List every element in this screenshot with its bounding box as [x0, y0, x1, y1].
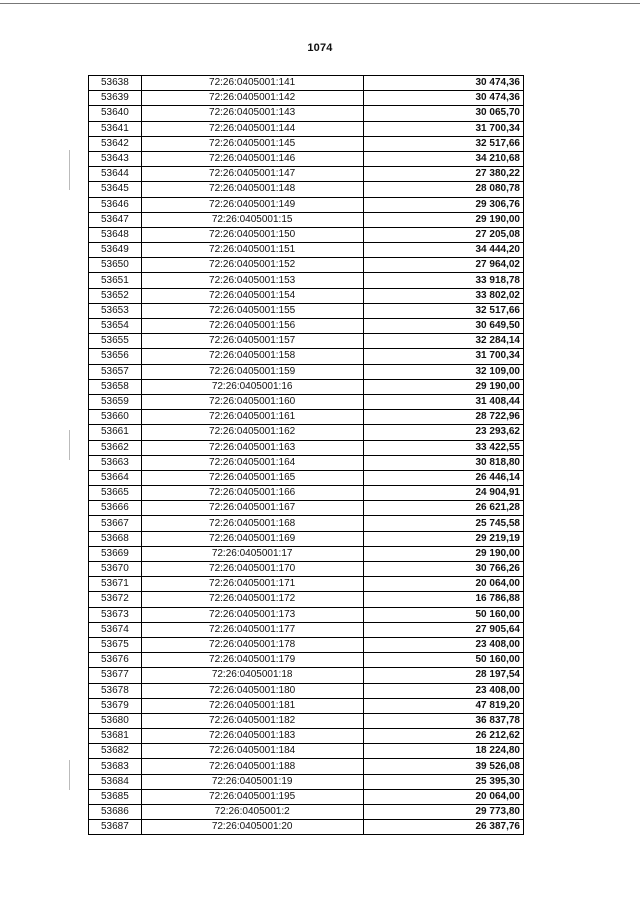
table-row — [89, 668, 524, 683]
row-number-cell: 53686 — [89, 805, 142, 820]
table-row — [89, 698, 524, 713]
row-number-cell: 53668 — [89, 531, 142, 546]
amount-cell: 33 802,02 — [363, 288, 524, 303]
amount-cell: 20 064,00 — [363, 789, 524, 804]
table-row — [89, 364, 524, 379]
table-row — [89, 713, 524, 728]
amount-cell: 25 395,30 — [363, 774, 524, 789]
table-row — [89, 562, 524, 577]
row-number-cell: 53664 — [89, 470, 142, 485]
row-number-cell: 53653 — [89, 303, 142, 318]
amount-cell: 26 621,28 — [363, 501, 524, 516]
amount-cell: 27 380,22 — [363, 167, 524, 182]
row-number-cell: 53663 — [89, 455, 142, 470]
table-row — [89, 683, 524, 698]
row-number-cell: 53650 — [89, 258, 142, 273]
row-number-cell: 53644 — [89, 167, 142, 182]
cadastral-number-cell: 72:26:0405001:156 — [141, 319, 363, 334]
table-row — [89, 546, 524, 561]
row-number-cell: 53655 — [89, 334, 142, 349]
cadastral-number-cell: 72:26:0405001:181 — [141, 698, 363, 713]
row-number-cell: 53642 — [89, 136, 142, 151]
cadastral-number-cell: 72:26:0405001:148 — [141, 182, 363, 197]
row-number-cell: 53685 — [89, 789, 142, 804]
cadastre-table — [88, 75, 524, 835]
cadastral-number-cell: 72:26:0405001:20 — [141, 820, 363, 835]
amount-cell: 26 387,76 — [363, 820, 524, 835]
amount-cell: 33 918,78 — [363, 273, 524, 288]
table-row — [89, 334, 524, 349]
amount-cell: 29 219,19 — [363, 531, 524, 546]
amount-cell: 26 212,62 — [363, 729, 524, 744]
row-number-cell: 53639 — [89, 91, 142, 106]
page-number: 1074 — [307, 42, 333, 54]
cadastral-number-cell: 72:26:0405001:164 — [141, 455, 363, 470]
amount-cell: 36 837,78 — [363, 713, 524, 728]
row-number-cell: 53687 — [89, 820, 142, 835]
amount-cell: 31 700,34 — [363, 121, 524, 136]
row-number-cell: 53641 — [89, 121, 142, 136]
row-number-cell: 53677 — [89, 668, 142, 683]
row-number-cell: 53681 — [89, 729, 142, 744]
row-number-cell: 53652 — [89, 288, 142, 303]
row-number-cell: 53678 — [89, 683, 142, 698]
scan-edge-mark — [69, 430, 70, 460]
amount-cell: 18 224,80 — [363, 744, 524, 759]
amount-cell: 32 517,66 — [363, 136, 524, 151]
table-row — [89, 91, 524, 106]
row-number-cell: 53647 — [89, 212, 142, 227]
amount-cell: 32 109,00 — [363, 364, 524, 379]
cadastral-number-cell: 72:26:0405001:143 — [141, 106, 363, 121]
cadastral-number-cell: 72:26:0405001:155 — [141, 303, 363, 318]
row-number-cell: 53679 — [89, 698, 142, 713]
cadastral-number-cell: 72:26:0405001:173 — [141, 607, 363, 622]
amount-cell: 47 819,20 — [363, 698, 524, 713]
row-number-cell: 53646 — [89, 197, 142, 212]
cadastral-number-cell: 72:26:0405001:165 — [141, 470, 363, 485]
row-number-cell: 53671 — [89, 577, 142, 592]
cadastral-number-cell: 72:26:0405001:159 — [141, 364, 363, 379]
row-number-cell: 53649 — [89, 243, 142, 258]
cadastral-number-cell: 72:26:0405001:171 — [141, 577, 363, 592]
cadastral-number-cell: 72:26:0405001:142 — [141, 91, 363, 106]
row-number-cell: 53645 — [89, 182, 142, 197]
table-row — [89, 410, 524, 425]
cadastral-number-cell: 72:26:0405001:167 — [141, 501, 363, 516]
amount-cell: 27 205,08 — [363, 227, 524, 242]
row-number-cell: 53651 — [89, 273, 142, 288]
amount-cell: 23 408,00 — [363, 637, 524, 652]
table-row — [89, 303, 524, 318]
cadastral-number-cell: 72:26:0405001:153 — [141, 273, 363, 288]
cadastral-number-cell: 72:26:0405001:154 — [141, 288, 363, 303]
row-number-cell: 53676 — [89, 653, 142, 668]
amount-cell: 30 766,26 — [363, 562, 524, 577]
table-row — [89, 258, 524, 273]
row-number-cell: 53640 — [89, 106, 142, 121]
table-row — [89, 820, 524, 835]
table-row — [89, 622, 524, 637]
row-number-cell: 53684 — [89, 774, 142, 789]
amount-cell: 27 905,64 — [363, 622, 524, 637]
amount-cell: 33 422,55 — [363, 440, 524, 455]
row-number-cell: 53680 — [89, 713, 142, 728]
amount-cell: 23 408,00 — [363, 683, 524, 698]
row-number-cell: 53661 — [89, 425, 142, 440]
table-row — [89, 486, 524, 501]
table-row — [89, 243, 524, 258]
amount-cell: 34 210,68 — [363, 151, 524, 166]
table-row — [89, 197, 524, 212]
row-number-cell: 53638 — [89, 76, 142, 91]
amount-cell: 24 904,91 — [363, 486, 524, 501]
table-row — [89, 288, 524, 303]
scan-edge-mark — [69, 760, 70, 790]
cadastral-number-cell: 72:26:0405001:177 — [141, 622, 363, 637]
row-number-cell: 53682 — [89, 744, 142, 759]
cadastral-number-cell: 72:26:0405001:144 — [141, 121, 363, 136]
table-row — [89, 470, 524, 485]
row-number-cell: 53654 — [89, 319, 142, 334]
amount-cell: 29 190,00 — [363, 379, 524, 394]
row-number-cell: 53643 — [89, 151, 142, 166]
table-row — [89, 531, 524, 546]
row-number-cell: 53667 — [89, 516, 142, 531]
cadastral-number-cell: 72:26:0405001:149 — [141, 197, 363, 212]
amount-cell: 16 786,88 — [363, 592, 524, 607]
amount-cell: 30 065,70 — [363, 106, 524, 121]
table-row — [89, 607, 524, 622]
cadastral-number-cell: 72:26:0405001:145 — [141, 136, 363, 151]
cadastral-number-cell: 72:26:0405001:150 — [141, 227, 363, 242]
amount-cell: 32 517,66 — [363, 303, 524, 318]
cadastral-number-cell: 72:26:0405001:169 — [141, 531, 363, 546]
table-row — [89, 759, 524, 774]
cadastral-number-cell: 72:26:0405001:18 — [141, 668, 363, 683]
table-row — [89, 319, 524, 334]
cadastral-number-cell: 72:26:0405001:158 — [141, 349, 363, 364]
table-row — [89, 637, 524, 652]
table-row — [89, 516, 524, 531]
table-row — [89, 273, 524, 288]
amount-cell: 39 526,08 — [363, 759, 524, 774]
cadastral-number-cell: 72:26:0405001:182 — [141, 713, 363, 728]
cadastral-number-cell: 72:26:0405001:183 — [141, 729, 363, 744]
table-row — [89, 805, 524, 820]
page-top-rule — [0, 3, 640, 4]
table-row — [89, 212, 524, 227]
table-row — [89, 182, 524, 197]
cadastral-number-cell: 72:26:0405001:162 — [141, 425, 363, 440]
amount-cell: 30 649,50 — [363, 319, 524, 334]
row-number-cell: 53672 — [89, 592, 142, 607]
cadastral-number-cell: 72:26:0405001:161 — [141, 410, 363, 425]
table-row — [89, 653, 524, 668]
row-number-cell: 53659 — [89, 394, 142, 409]
row-number-cell: 53674 — [89, 622, 142, 637]
table-body — [89, 76, 524, 835]
table-row — [89, 227, 524, 242]
amount-cell: 29 306,76 — [363, 197, 524, 212]
amount-cell: 27 964,02 — [363, 258, 524, 273]
amount-cell: 32 284,14 — [363, 334, 524, 349]
row-number-cell: 53675 — [89, 637, 142, 652]
table-row — [89, 729, 524, 744]
scan-edge-mark — [69, 150, 70, 190]
row-number-cell: 53657 — [89, 364, 142, 379]
amount-cell: 28 080,78 — [363, 182, 524, 197]
amount-cell: 34 444,20 — [363, 243, 524, 258]
cadastral-number-cell: 72:26:0405001:141 — [141, 76, 363, 91]
row-number-cell: 53662 — [89, 440, 142, 455]
cadastral-number-cell: 72:26:0405001:178 — [141, 637, 363, 652]
cadastral-number-cell: 72:26:0405001:17 — [141, 546, 363, 561]
cadastral-number-cell: 72:26:0405001:146 — [141, 151, 363, 166]
table-row — [89, 577, 524, 592]
cadastral-number-cell: 72:26:0405001:184 — [141, 744, 363, 759]
table-row — [89, 425, 524, 440]
table-row — [89, 106, 524, 121]
table-row — [89, 455, 524, 470]
cadastral-number-cell: 72:26:0405001:188 — [141, 759, 363, 774]
amount-cell: 30 474,36 — [363, 76, 524, 91]
cadastral-number-cell: 72:26:0405001:151 — [141, 243, 363, 258]
row-number-cell: 53660 — [89, 410, 142, 425]
row-number-cell: 53683 — [89, 759, 142, 774]
cadastral-number-cell: 72:26:0405001:166 — [141, 486, 363, 501]
table-row — [89, 151, 524, 166]
row-number-cell: 53670 — [89, 562, 142, 577]
table-row — [89, 121, 524, 136]
amount-cell: 31 700,34 — [363, 349, 524, 364]
table-row — [89, 592, 524, 607]
table-row — [89, 379, 524, 394]
amount-cell: 30 818,80 — [363, 455, 524, 470]
cadastral-number-cell: 72:26:0405001:160 — [141, 394, 363, 409]
cadastral-number-cell: 72:26:0405001:195 — [141, 789, 363, 804]
amount-cell: 50 160,00 — [363, 653, 524, 668]
amount-cell: 29 773,80 — [363, 805, 524, 820]
row-number-cell: 53658 — [89, 379, 142, 394]
row-number-cell: 53669 — [89, 546, 142, 561]
amount-cell: 23 293,62 — [363, 425, 524, 440]
amount-cell: 25 745,58 — [363, 516, 524, 531]
cadastral-number-cell: 72:26:0405001:19 — [141, 774, 363, 789]
cadastral-number-cell: 72:26:0405001:152 — [141, 258, 363, 273]
cadastral-number-cell: 72:26:0405001:179 — [141, 653, 363, 668]
table-row — [89, 394, 524, 409]
cadastral-number-cell: 72:26:0405001:170 — [141, 562, 363, 577]
amount-cell: 26 446,14 — [363, 470, 524, 485]
table-row — [89, 76, 524, 91]
amount-cell: 30 474,36 — [363, 91, 524, 106]
row-number-cell: 53666 — [89, 501, 142, 516]
row-number-cell: 53648 — [89, 227, 142, 242]
table-row — [89, 501, 524, 516]
row-number-cell: 53656 — [89, 349, 142, 364]
cadastral-number-cell: 72:26:0405001:172 — [141, 592, 363, 607]
amount-cell: 29 190,00 — [363, 546, 524, 561]
row-number-cell: 53665 — [89, 486, 142, 501]
amount-cell: 29 190,00 — [363, 212, 524, 227]
cadastral-number-cell: 72:26:0405001:16 — [141, 379, 363, 394]
table-row — [89, 167, 524, 182]
amount-cell: 31 408,44 — [363, 394, 524, 409]
table-row — [89, 744, 524, 759]
table-row — [89, 789, 524, 804]
amount-cell: 20 064,00 — [363, 577, 524, 592]
cadastral-number-cell: 72:26:0405001:180 — [141, 683, 363, 698]
amount-cell: 50 160,00 — [363, 607, 524, 622]
amount-cell: 28 722,96 — [363, 410, 524, 425]
row-number-cell: 53673 — [89, 607, 142, 622]
table-row — [89, 774, 524, 789]
cadastral-number-cell: 72:26:0405001:157 — [141, 334, 363, 349]
cadastral-number-cell: 72:26:0405001:2 — [141, 805, 363, 820]
table-row — [89, 440, 524, 455]
cadastral-number-cell: 72:26:0405001:147 — [141, 167, 363, 182]
cadastral-number-cell: 72:26:0405001:163 — [141, 440, 363, 455]
cadastral-number-cell: 72:26:0405001:168 — [141, 516, 363, 531]
table-row — [89, 136, 524, 151]
table-row — [89, 349, 524, 364]
amount-cell: 28 197,54 — [363, 668, 524, 683]
cadastral-number-cell: 72:26:0405001:15 — [141, 212, 363, 227]
